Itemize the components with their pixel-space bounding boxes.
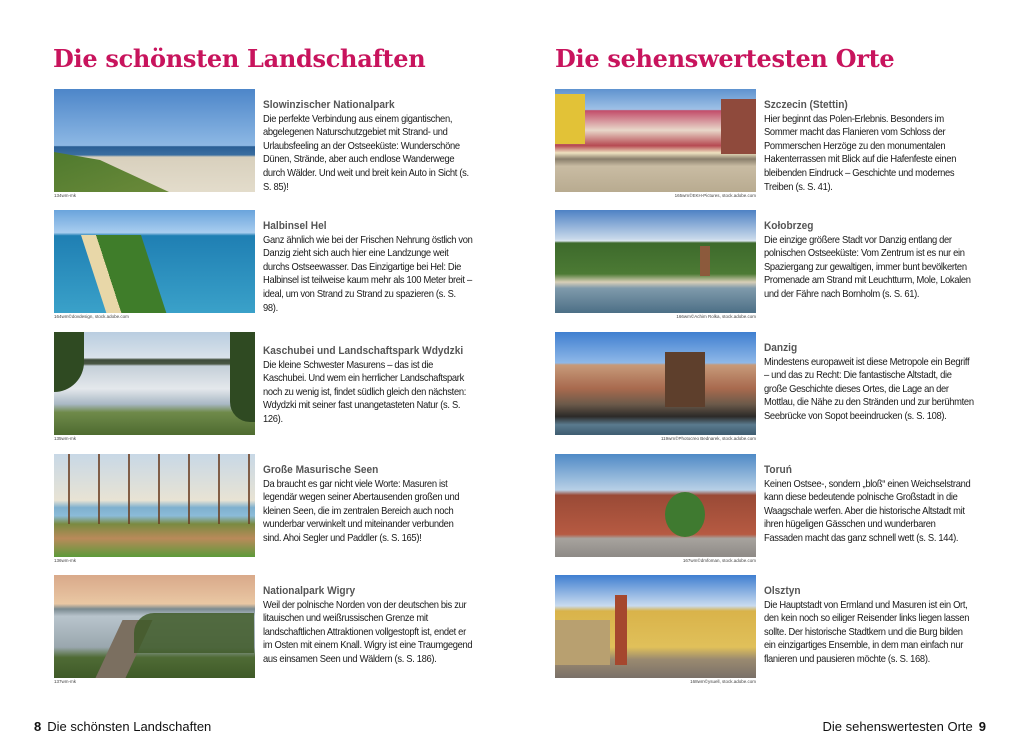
right-page-footer xyxy=(822,719,986,734)
entry-body: Da braucht es gar nicht viele Worte: Masuren ist legendär wegen seiner Abertausenden großen und kleinen Seen, die im zentralen Bereich auch noch wunderbar verwinkelt und miteinander verbunden sind. Ahoi Segler und Paddler (s. S. 165)! xyxy=(263,478,460,544)
entry-heading: Kołobrzeg xyxy=(764,220,814,232)
entry-heading: Große Masurische Seen xyxy=(263,464,379,476)
left-page-title: Die schönsten Landschaften xyxy=(53,44,426,73)
entry-body: Ganz ähnlich wie bei der Frischen Nehrung östlich von Danzig zieht sich auch hier eine Landzunge weit durchs Ostseewasser. Das Einzigartige bei Hel: Die Halbinsel ist teilweise kaum mehr als 100 Meter breit – ideal, um von Strand zu Strand zu spazieren (s. S. 98). xyxy=(263,234,473,314)
photo-credit: 166wm©Achim Rolka, stock.adobe.com xyxy=(676,314,756,319)
entry-body: Die kleine Schwester Masurens – das ist die Kaschubei. Und wem ein herrlicher Landschaftspark noch zu wenig ist, findet südlich gleich den nächsten: Wdydzki mit seiner fast unangetasteten Natur (s. S. 126). xyxy=(263,359,467,425)
entry-heading: Szczecin (Stettin) xyxy=(764,99,848,111)
photo-credit: 167wm©dmfoman, stock.adobe.com xyxy=(682,558,756,563)
photo-masurian-lake-trees xyxy=(54,454,255,557)
photo-credit: 136wm-mk xyxy=(54,558,77,563)
photo-hel-peninsula xyxy=(54,210,255,313)
photo-credit: 164wm©dovdesign, stock.adobe.com xyxy=(54,314,129,319)
photo-credit: 168wm©ysuell, stock.adobe.com xyxy=(690,679,756,684)
entry-body: Hier beginnt das Polen-Erlebnis. Besonders im Sommer macht das Flanieren vom Schloss der Pommerschen Herzöge zu den monumentalen Hakenterrassen mit Blick auf die Hafenfeste einen bleibenden Eindruck – Geschichte und modernes Treiben (s. S. 41). xyxy=(764,113,957,193)
footer-section-label: Die schönsten Landschaften xyxy=(47,719,212,734)
right-page-title: Die sehenswertesten Orte xyxy=(555,44,895,73)
entry-body: Mindestens europaweit ist diese Metropole ein Begriff – und das zu Recht: Die fantastische Altstadt, die große Geschichte dieses Ortes, die Lage an der Mottlau, die Nähe zu den Stränden und zur berühmten Seebrücke von Sopot beeindrucken (s. S. 108). xyxy=(764,356,974,422)
photo-szczecin-square xyxy=(555,89,756,192)
entry-body: Keinen Ostsee-, sondern „bloß“ einen Weichselstrand kann diese bedeutende polnische Großstadt in die Waagschale werfen. Aber die historische Altstadt mit ihren hügeligen Gässchen und wunderbaren Fassaden macht das ganz schnell wett (s. S. 144). xyxy=(764,478,971,544)
entry-heading: Nationalpark Wigry xyxy=(263,585,356,597)
entry-body: Weil der polnische Norden von der deutschen bis zur litauischen und weißrussischen Grenze mit landschaftlichen Attraktionen vollgestopft ist, endet er im Osten mit einem Knall. Wigry ist eine Traumgegend aus einsamen Seen und Wäldern (s. S. 186). xyxy=(263,599,473,665)
entry-heading: Toruń xyxy=(764,464,792,476)
photo-credit: 119wm©Photocreo Bednarek, stock.adobe.com xyxy=(660,436,756,441)
page-number: 8 xyxy=(34,719,42,734)
photo-credit: 165wm©EKH-Pictures, stock.adobe.com xyxy=(674,193,756,198)
entry-heading: Olsztyn xyxy=(764,585,801,597)
entry-body: Die perfekte Verbindung aus einem gigantischen, abgelegenen Naturschutzgebiet mit Strand- und Urlaubsfeeling an der Ostseeküste: Wunderschöne Dünen, Strände, aber auch endlose Wanderwege durch Wälder. Und weit und breit kein Auto in Sicht (s. S. 85)! xyxy=(263,113,469,193)
footer-section-label: Die sehenswertesten Orte xyxy=(822,719,973,734)
entry-heading: Slowinzischer Nationalpark xyxy=(263,99,395,111)
page-number: 9 xyxy=(978,719,986,734)
entry-heading: Halbinsel Hel xyxy=(263,220,327,232)
left-page-footer xyxy=(34,719,211,734)
photo-credit: 134wm-mk xyxy=(54,193,77,198)
photo-kolobrzeg-beach xyxy=(555,210,756,313)
photo-lake-kaschubei xyxy=(54,332,255,435)
photo-credit: 137wm-mk xyxy=(54,679,77,684)
entry-heading: Danzig xyxy=(764,342,798,354)
photo-danzig-crane-ship xyxy=(555,332,756,435)
entry-body: Die Hauptstadt von Ermland und Masuren ist ein Ort, den kein noch so eiliger Reisender links liegen lassen sollte. Der historische Stadtkern und die Burg bilden ein einzigartiges Ensemble, in dem man einfach nur flanieren und pausieren möchte (s. S. 168). xyxy=(764,599,970,665)
photo-olsztyn-old-town xyxy=(555,575,756,678)
photo-credit: 135wm-mk xyxy=(54,436,77,441)
photo-beach-dunes xyxy=(54,89,255,192)
entry-body: Die einzige größere Stadt vor Danzig entlang der polnischen Ostseeküste: Vom Zentrum ist es nur ein Spaziergang zur gewaltigen, immer bunt bevölkerten Promenade am Strand mit Leuchtturm, Mole, Lokalen und der Fähre nach Bornholm (s. S. 61). xyxy=(764,234,971,300)
photo-wigry-jetty xyxy=(54,575,255,678)
photo-torun-town-hall xyxy=(555,454,756,557)
entry-heading: Kaschubei und Landschaftspark Wdydzki xyxy=(263,345,464,357)
